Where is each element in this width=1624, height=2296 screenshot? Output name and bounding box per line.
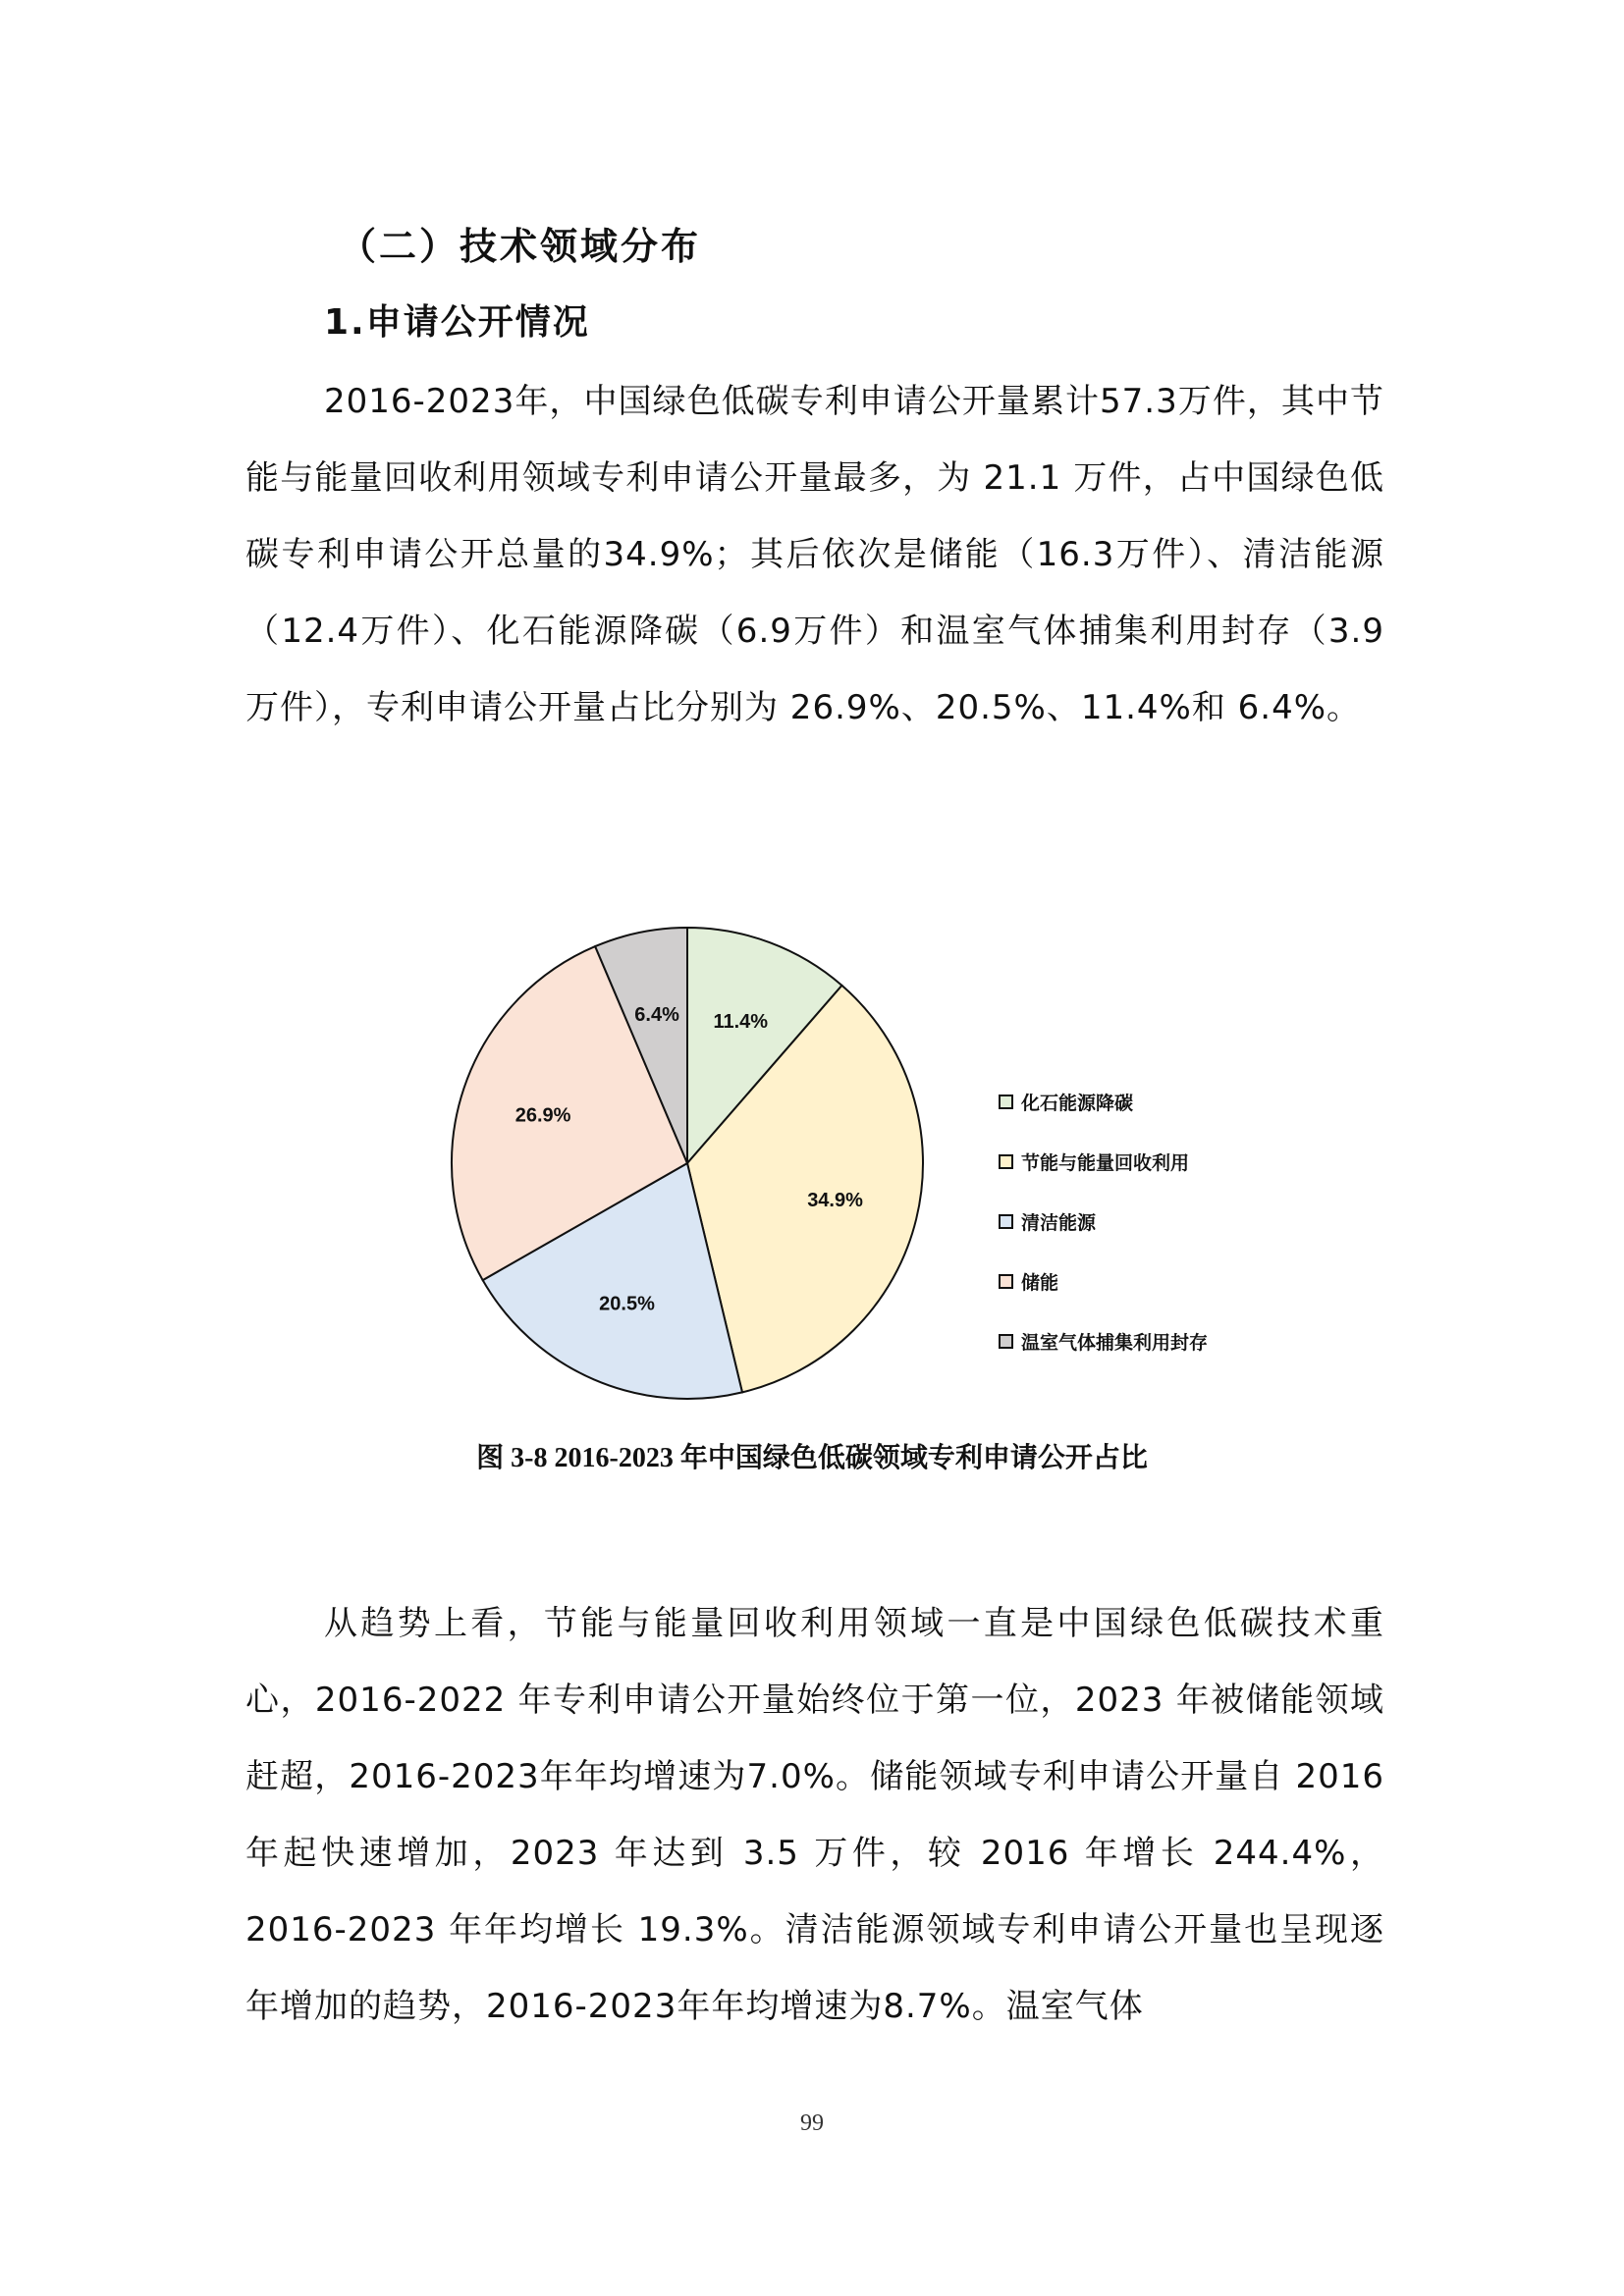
legend-label: 清洁能源 (1021, 1212, 1097, 1234)
legend-swatch (1000, 1215, 1012, 1228)
legend-swatch (1000, 1335, 1012, 1348)
pie-slice-label: 20.5% (599, 1293, 655, 1315)
legend-swatch (1000, 1275, 1012, 1288)
legend-item (1000, 1151, 1189, 1174)
legend-item (1000, 1331, 1208, 1354)
legend-swatch (1000, 1155, 1012, 1168)
figure-caption: 图 3-8 2016-2023 年中国绿色低碳领域专利申请公开占比 (476, 1443, 1148, 1473)
pie-slice-label: 6.4% (634, 1004, 679, 1027)
chart-legend (1000, 1092, 1208, 1354)
pie-slice-label: 11.4% (713, 1010, 769, 1033)
subheading: 1.申请公开情况 (324, 302, 590, 343)
legend-item (1000, 1271, 1058, 1294)
pie-chart (432, 908, 1257, 1418)
paragraph-2: 从趋势上看，节能与能量回收利用领域一直是中国绿色低碳技术重心，2016-2022 年专利申请公开量始终位于第一位，2023 年被储能领域赶超，2016-2023年年均增速为7.0%。储能领域专利申请公开量自 2016 年起快速增加，2023 年达到 3.5 万件，较 2016 年增长 244.4%，2016-2023 年年均增长 19.3%。清洁能源领域专利申请公开量也呈现逐年增加的趋势，2016-2023年年均增速为8.7%。温室气体 (245, 1604, 1384, 2026)
legend-item (1000, 1092, 1133, 1114)
legend-item (1000, 1211, 1097, 1234)
legend-swatch (1000, 1095, 1012, 1108)
page-number: 99 (800, 2110, 824, 2136)
pie-slice-label: 26.9% (514, 1104, 571, 1127)
legend-label: 化石能源降碳 (1021, 1093, 1134, 1114)
pie-slice-label: 34.9% (807, 1189, 863, 1211)
legend-label: 储能 (1021, 1272, 1059, 1294)
legend-label: 温室气体捕集利用封存 (1021, 1332, 1209, 1354)
legend-label: 节能与能量回收利用 (1021, 1152, 1190, 1174)
pie-slices (452, 928, 923, 1399)
section-heading: （二）技术领域分布 (339, 225, 702, 268)
paragraph-1: 2016-2023年，中国绿色低碳专利申请公开量累计57.3万件，其中节能与能量回收利用领域专利申请公开量最多，为 21.1 万件，占中国绿色低碳专利申请公开总量的34.9%；其后依次是储能（16.3万件）、清洁能源（12.4万件）、化石能源降碳（6.9万件）和温室气体捕集利用封存（3.9 万件），专利申请公开量占比分别为 26.9%、20.5%、11.4%和 6.4%。 (245, 382, 1384, 727)
